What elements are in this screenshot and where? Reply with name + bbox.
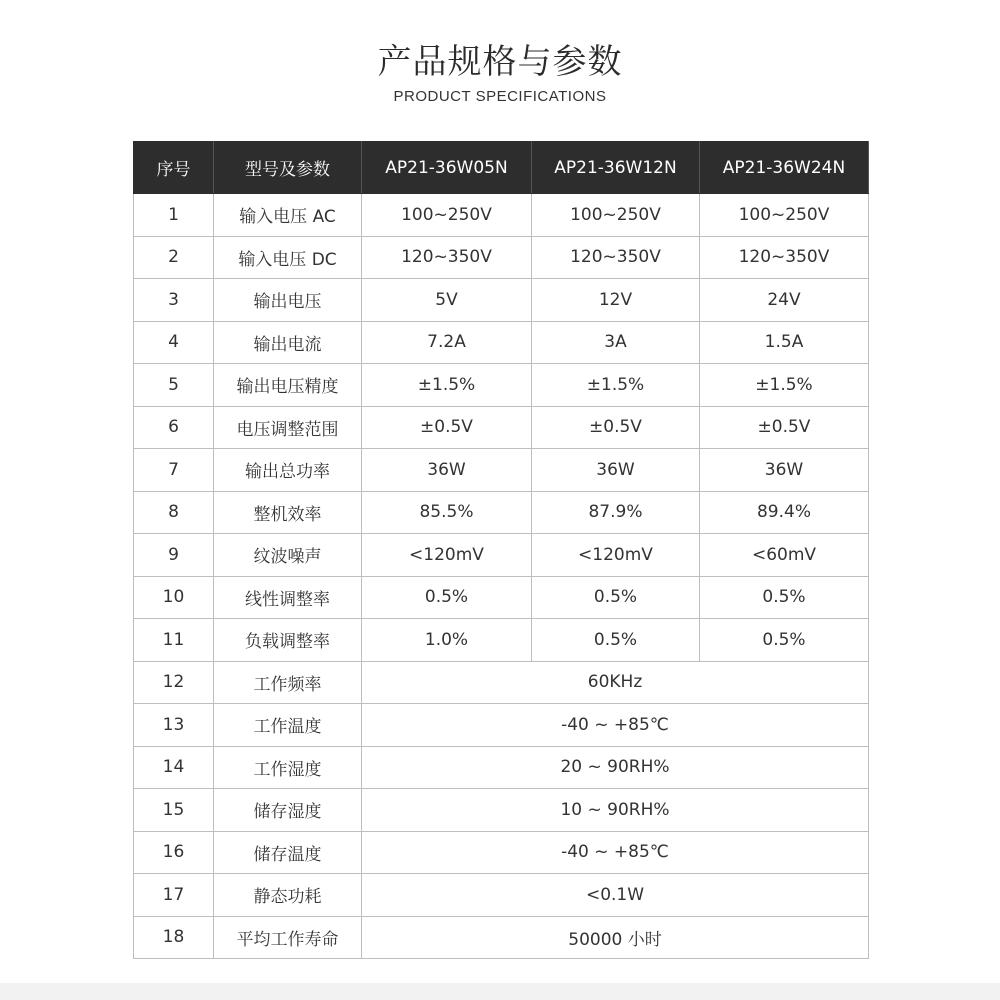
value-cell-model-1: 0.5% [362, 576, 532, 619]
parameter-name: 纹波噪声 [214, 534, 362, 577]
row-number: 15 [134, 789, 214, 832]
value-cell-model-3: 89.4% [700, 491, 869, 534]
parameter-name: 工作频率 [214, 661, 362, 704]
table-row [134, 576, 869, 619]
table-row [134, 449, 869, 492]
parameter-name: 电压调整范围 [214, 406, 362, 449]
column-header-no: 序号 [134, 142, 214, 194]
table-row [134, 194, 869, 237]
row-number: 4 [134, 321, 214, 364]
value-cell-model-1: ±1.5% [362, 364, 532, 407]
page-subtitle: PRODUCT SPECIFICATIONS [393, 88, 607, 105]
value-cell-model-1: 5V [362, 279, 532, 322]
parameter-name: 静态功耗 [214, 874, 362, 917]
value-cell-model-2: ±1.5% [532, 364, 700, 407]
value-cell-model-3: 1.5A [700, 321, 869, 364]
value-cell-model-3: <60mV [700, 534, 869, 577]
value-cell-model-2: 0.5% [532, 576, 700, 619]
table-row [134, 874, 869, 917]
parameter-name: 线性调整率 [214, 576, 362, 619]
row-number: 16 [134, 831, 214, 874]
value-cell-model-1: <120mV [362, 534, 532, 577]
table-row [134, 619, 869, 662]
value-cell-model-3: ±0.5V [700, 406, 869, 449]
row-number: 11 [134, 619, 214, 662]
value-cell-model-2: 12V [532, 279, 700, 322]
parameter-name: 负载调整率 [214, 619, 362, 662]
row-number: 13 [134, 704, 214, 747]
value-cell-model-2: ±0.5V [532, 406, 700, 449]
spec-table [133, 141, 869, 959]
table-row [134, 661, 869, 704]
parameter-name: 工作湿度 [214, 746, 362, 789]
column-header-model-1: AP21-36W05N [362, 142, 532, 194]
row-number: 10 [134, 576, 214, 619]
value-cell-model-3: 100~250V [700, 194, 869, 237]
table-row [134, 746, 869, 789]
table-row [134, 364, 869, 407]
shared-value-cell: 60KHz [362, 661, 869, 704]
value-cell-model-1: 7.2A [362, 321, 532, 364]
footer-bar [0, 983, 1000, 1000]
value-cell-model-1: 36W [362, 449, 532, 492]
row-number: 5 [134, 364, 214, 407]
shared-value-cell: 50000 小时 [362, 916, 869, 959]
parameter-name: 输出电流 [214, 321, 362, 364]
table-row [134, 704, 869, 747]
value-cell-model-1: 100~250V [362, 194, 532, 237]
table-row [134, 236, 869, 279]
value-cell-model-3: 24V [700, 279, 869, 322]
row-number: 9 [134, 534, 214, 577]
column-header-param: 型号及参数 [214, 142, 362, 194]
value-cell-model-2: 120~350V [532, 236, 700, 279]
row-number: 8 [134, 491, 214, 534]
row-number: 7 [134, 449, 214, 492]
value-cell-model-1: 85.5% [362, 491, 532, 534]
parameter-name: 储存湿度 [214, 789, 362, 832]
table-row [134, 789, 869, 832]
value-cell-model-2: 3A [532, 321, 700, 364]
spec-table-body [134, 194, 869, 959]
value-cell-model-1: 120~350V [362, 236, 532, 279]
value-cell-model-3: 0.5% [700, 576, 869, 619]
table-row [134, 406, 869, 449]
parameter-name: 工作温度 [214, 704, 362, 747]
table-row [134, 831, 869, 874]
row-number: 12 [134, 661, 214, 704]
row-number: 18 [134, 916, 214, 959]
parameter-name: 输入电压 DC [214, 236, 362, 279]
spec-table-header [134, 142, 869, 194]
parameter-name: 输出电压精度 [214, 364, 362, 407]
table-row [134, 279, 869, 322]
column-header-model-2: AP21-36W12N [532, 142, 700, 194]
table-row [134, 534, 869, 577]
value-cell-model-3: 0.5% [700, 619, 869, 662]
value-cell-model-2: 0.5% [532, 619, 700, 662]
table-row [134, 916, 869, 959]
value-cell-model-2: 36W [532, 449, 700, 492]
parameter-name: 平均工作寿命 [214, 916, 362, 959]
row-number: 1 [134, 194, 214, 237]
value-cell-model-1: 1.0% [362, 619, 532, 662]
parameter-name: 输出总功率 [214, 449, 362, 492]
shared-value-cell: 10 ~ 90RH% [362, 789, 869, 832]
parameter-name: 整机效率 [214, 491, 362, 534]
row-number: 2 [134, 236, 214, 279]
parameter-name: 输入电压 AC [214, 194, 362, 237]
value-cell-model-3: 36W [700, 449, 869, 492]
value-cell-model-3: ±1.5% [700, 364, 869, 407]
parameter-name: 输出电压 [214, 279, 362, 322]
header-row [134, 142, 869, 194]
value-cell-model-3: 120~350V [700, 236, 869, 279]
table-row [134, 321, 869, 364]
shared-value-cell: <0.1W [362, 874, 869, 917]
value-cell-model-2: 100~250V [532, 194, 700, 237]
column-header-model-3: AP21-36W24N [700, 142, 869, 194]
row-number: 14 [134, 746, 214, 789]
parameter-name: 储存温度 [214, 831, 362, 874]
shared-value-cell: -40 ~ +85℃ [362, 831, 869, 874]
row-number: 3 [134, 279, 214, 322]
shared-value-cell: -40 ~ +85℃ [362, 704, 869, 747]
value-cell-model-2: 87.9% [532, 491, 700, 534]
value-cell-model-2: <120mV [532, 534, 700, 577]
row-number: 17 [134, 874, 214, 917]
table-row [134, 491, 869, 534]
page-title: 产品规格与参数 [377, 42, 623, 82]
row-number: 6 [134, 406, 214, 449]
value-cell-model-1: ±0.5V [362, 406, 532, 449]
shared-value-cell: 20 ~ 90RH% [362, 746, 869, 789]
